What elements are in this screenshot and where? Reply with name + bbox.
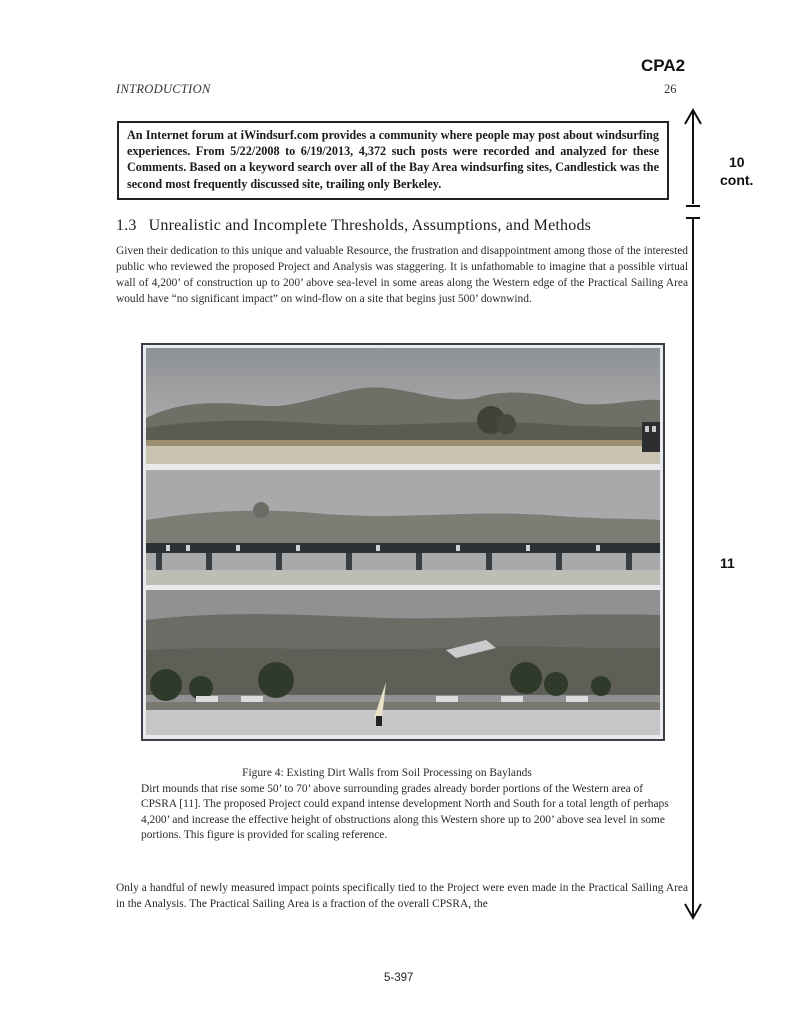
figure-caption-title: Figure 4: Existing Dirt Walls from Soil Processing on Baylands (242, 767, 532, 779)
section-number: 1.3 (116, 217, 137, 234)
page-number: 26 (664, 82, 677, 96)
margin-comment-10-cont: cont. (720, 172, 754, 188)
photo-dirt-wall-windsurfer (146, 590, 660, 735)
running-head: INTRODUCTION (116, 82, 211, 96)
footer-page-label: 5-397 (384, 972, 414, 984)
callout-text: An Internet forum at iWindsurf.com provides a community where people may post about windsurfing experiences. From 5/22/2008 to 6/19/2013, 4,372 such posts were recorded and analyzed for these Comments. Based on a keyword search over all of the Bay Area windsurfing sites, Candlestick was the second most frequently discussed site, trailing only Berkeley. (127, 128, 659, 191)
section-heading (116, 217, 591, 235)
body-paragraph: Only a handful of newly measured impact points specifically tied to the Project were even made in the Practical Sailing Area in the Analysis. The Practical Sailing Area is a fraction of the overall CPSRA, the (116, 882, 688, 910)
body-paragraph: Given their dedication to this unique and valuable Resource, the frustration and disappointment among those of the interested public who reviewed the proposed Project and Analysis was staggering. It is unfathomable to imagine that a possible virtual wall of 4,200’ of construction up to 200’ above sea-level in some areas along the Western edge of the Practical Sailing Area would have “no significant impact” on wind-flow on a site that begins just 500’ downwind. (116, 245, 688, 305)
margin-comment-10-number: 10 (728, 154, 745, 170)
photo-pier (146, 470, 660, 585)
figure-photo-panel (141, 343, 665, 741)
margin-bracket-lines (680, 100, 720, 930)
section-title: Unrealistic and Incomplete Thresholds, Assumptions, and Methods (148, 217, 592, 234)
margin-comment-10 (720, 153, 753, 189)
figure-caption (141, 766, 673, 844)
callout-box (117, 121, 669, 200)
photo-shoreline-hills (146, 348, 660, 464)
document-id: CPA2 (641, 56, 686, 75)
margin-comment-11: 11 (720, 555, 735, 571)
figure-caption-body: Dirt mounds that rise some 50’ to 70’ above surrounding grades already border portions of the Western area of CPSRA [11]. The proposed Project could expand intense development North and South for a total length of perhaps 4,200’ and increase the effective height of obstructions along this Western shore up to 200’ above sea level in some portions. This figure is provided for scaling reference. (141, 782, 669, 842)
